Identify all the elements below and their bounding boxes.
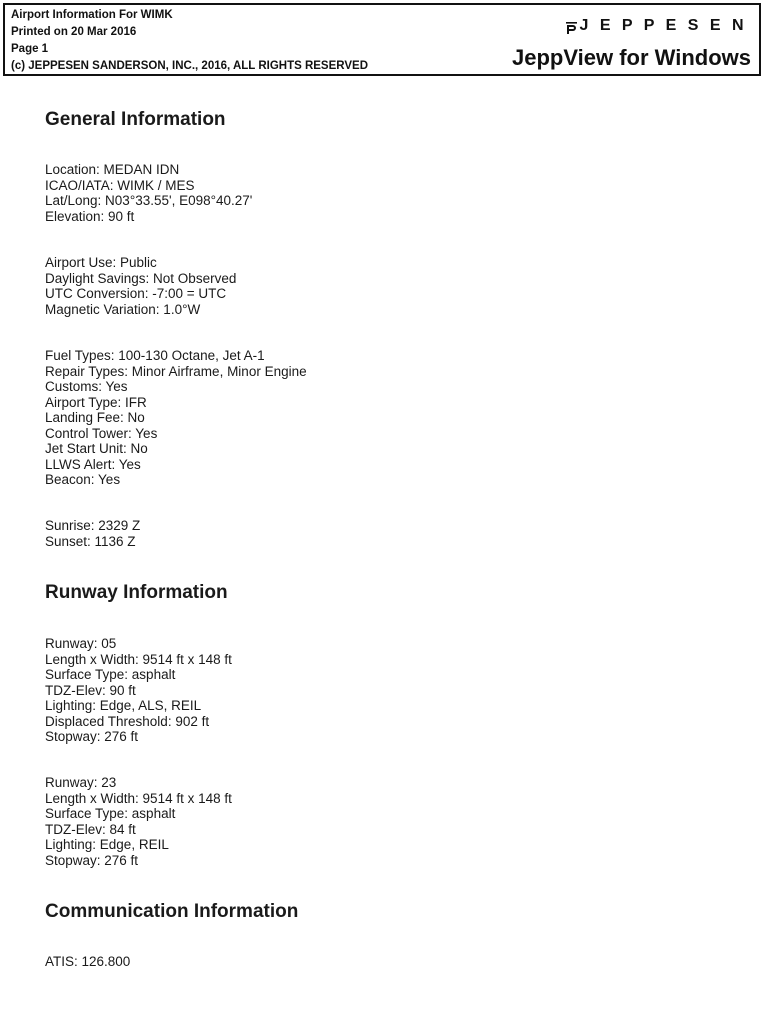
brand-name: J E P P E S E N [579,17,747,34]
info-line: Surface Type: asphalt [45,667,176,682]
info-line: Control Tower: Yes [45,425,158,441]
info-line: TDZ-Elev: 84 ft [45,821,136,837]
page-header [3,3,761,76]
jeppesen-logo-icon [566,19,577,34]
info-line: Elevation: 90 ft [45,208,135,224]
info-line: Lat/Long: N03°33.55', E098°40.27' [45,193,253,208]
info-line: Jet Start Unit: No [45,441,148,456]
runway-05-group [45,636,232,745]
sun-group [45,518,140,549]
info-line: Beacon: Yes [45,472,121,487]
header-page-line: Page 1 [11,43,49,55]
info-line: Sunrise: 2329 Z [45,518,141,533]
info-line: Length x Width: 9514 ft x 148 ft [45,790,232,806]
info-line: Lighting: Edge, ALS, REIL [45,698,202,713]
info-line: Lighting: Edge, REIL [45,837,169,852]
info-line: Repair Types: Minor Airframe, Minor Engine [45,363,307,379]
info-line: ATIS: 126.800 [45,954,131,969]
info-line: Customs: Yes [45,379,128,394]
communication-information-heading: Communication Information [45,901,299,922]
product-name: JeppView for Windows [512,45,751,70]
info-line: Airport Type: IFR [45,394,147,410]
info-line: Runway: 23 [45,775,117,790]
communication-group [45,954,130,970]
info-line: Fuel Types: 100-130 Octane, Jet A-1 [45,348,265,363]
usage-group [45,255,236,317]
info-line: ICAO/IATA: WIMK / MES [45,177,195,193]
info-line: Stopway: 276 ft [45,729,139,744]
info-line: Daylight Savings: Not Observed [45,270,237,286]
header-printed-line: Printed on 20 Mar 2016 [11,26,137,38]
info-line: Landing Fee: No [45,410,145,425]
services-group [45,348,307,488]
info-line: LLWS Alert: Yes [45,456,141,472]
location-group [45,162,252,224]
info-line: Displaced Threshold: 902 ft [45,713,210,729]
header-copyright-line: (c) JEPPESEN SANDERSON, INC., 2016, ALL RIGHTS RESERVED [11,60,369,72]
jeppesen-brand [566,17,747,35]
runway-23-group [45,775,232,868]
header-info [11,7,368,75]
info-line: Runway: 05 [45,636,117,651]
info-line: Surface Type: asphalt [45,806,176,821]
info-line: Sunset: 1136 Z [45,533,136,549]
info-line: Magnetic Variation: 1.0°W [45,301,201,317]
info-line: Stopway: 276 ft [45,852,139,868]
runway-information-heading: Runway Information [45,582,228,603]
info-line: Airport Use: Public [45,255,157,270]
info-line: Length x Width: 9514 ft x 148 ft [45,651,232,667]
general-information-heading: General Information [45,109,226,130]
info-line: UTC Conversion: -7:00 = UTC [45,286,227,301]
info-line: TDZ-Elev: 90 ft [45,682,136,698]
info-line: Location: MEDAN IDN [45,162,180,177]
header-airport-line: Airport Information For WIMK [11,9,173,21]
